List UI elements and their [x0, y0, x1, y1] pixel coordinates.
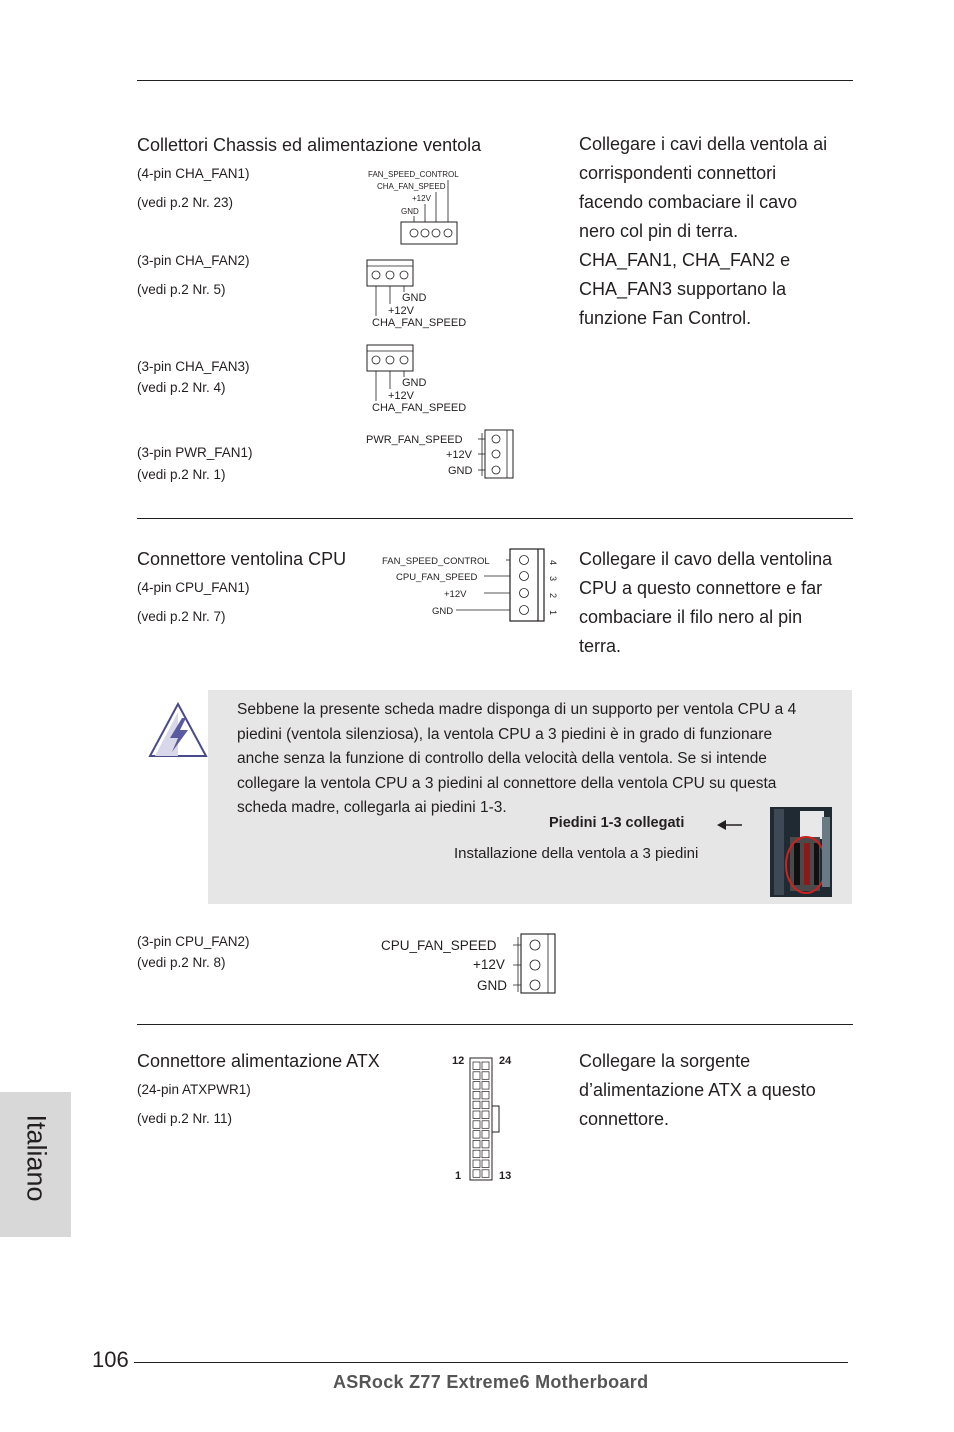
desc-line: corrispondenti connettori	[579, 163, 777, 183]
cpu-description	[579, 545, 859, 661]
cpu-fan1-diagram	[382, 546, 562, 624]
cpu-title: Connettore ventolina CPU	[137, 549, 347, 569]
diagram-label: GND	[448, 465, 473, 477]
diagram-label: +12V	[412, 194, 431, 203]
cha-fan3-ref: (vedi p.2 Nr. 4)	[137, 380, 226, 395]
diagram-label: GND	[401, 207, 419, 216]
pin-number: 3	[548, 576, 558, 582]
desc-line: funzione Fan Control.	[579, 308, 752, 328]
diagram-label: CHA_FAN_SPEED	[372, 317, 467, 329]
desc-line: CHA_FAN1, CHA_FAN2 e	[579, 250, 791, 270]
desc-line: connettore.	[579, 1109, 670, 1129]
desc-line: CHA_FAN3 supportano la	[579, 279, 787, 299]
footer-title: ASRock Z77 Extreme6 Motherboard	[333, 1372, 649, 1392]
note-line: collegare la ventola CPU a 3 piedini al connettore della ventola CPU su questa	[237, 774, 777, 792]
diagram-label: CHA_FAN_SPEED	[372, 402, 467, 414]
pin-number: 24	[499, 1055, 512, 1067]
cpu-fan2-ref: (vedi p.2 Nr. 8)	[137, 955, 226, 970]
pwr-fan1-diagram	[366, 428, 518, 482]
atx-title: Connettore alimentazione ATX	[137, 1051, 380, 1071]
note-text	[237, 698, 849, 821]
atx-description	[579, 1047, 859, 1134]
diagram-label: GND	[477, 978, 507, 993]
desc-line: terra.	[579, 636, 622, 656]
diagram-label: +12V	[388, 390, 414, 402]
desc-line: combaciare il filo nero al pin	[579, 607, 803, 627]
diagram-label: +12V	[473, 957, 505, 972]
cpu-fan2-pin: (3-pin CPU_FAN2)	[137, 934, 250, 949]
cha-fan2-ref: (vedi p.2 Nr. 5)	[137, 282, 226, 297]
arrow-left-icon	[716, 818, 744, 832]
section-divider	[137, 1024, 853, 1025]
warning-icon	[146, 700, 210, 760]
pin-number: 12	[452, 1055, 465, 1067]
desc-line: facendo combaciare il cavo	[579, 192, 798, 212]
note-line: Sebbene la presente scheda madre disponga di un supporto per ventola CPU a 4	[237, 701, 797, 718]
language-tab-label: Italiano	[21, 1114, 52, 1202]
diagram-label: +12V	[444, 589, 467, 600]
diagram-label: CPU_FAN_SPEED	[381, 938, 497, 953]
atx-power-diagram	[446, 1050, 526, 1186]
cha-fan2-pin: (3-pin CHA_FAN2)	[137, 253, 250, 268]
cha-fan1-diagram	[360, 166, 470, 250]
pins-label: Piedini 1-3 collegati	[549, 815, 685, 831]
note-line: anche senza la funzione di controllo della velocità della ventola. Se si intende	[237, 750, 767, 767]
cha-fan2-diagram	[366, 256, 486, 332]
desc-line: CPU a questo connettore e far	[579, 578, 823, 598]
fan-install-photo	[770, 807, 832, 897]
diagram-label: +12V	[446, 449, 472, 461]
desc-line: Collegare i cavi della ventola ai	[579, 134, 828, 154]
pin-number: 1	[548, 610, 558, 616]
note-line: scheda madre, collegarla ai piedini 1-3.	[237, 799, 507, 816]
diagram-label: GND	[402, 292, 427, 304]
note-caption: Installazione della ventola a 3 piedini	[454, 845, 699, 862]
pin-number: 2	[548, 593, 558, 599]
footer-rule	[134, 1362, 848, 1363]
chassis-description	[579, 130, 859, 333]
diagram-label: PWR_FAN_SPEED	[366, 434, 463, 446]
section-divider	[137, 518, 853, 519]
diagram-label: FAN_SPEED_CONTROL	[382, 556, 490, 567]
chassis-title: Collettori Chassis ed alimentazione ventola	[137, 135, 482, 155]
cpu-fan1-pin: (4-pin CPU_FAN1)	[137, 580, 250, 595]
cpu-fan2-diagram	[381, 932, 561, 996]
diagram-label: GND	[402, 377, 427, 389]
diagram-label: GND	[432, 606, 454, 617]
cha-fan1-ref: (vedi p.2 Nr. 23)	[137, 195, 234, 210]
desc-line: d’alimentazione ATX a questo	[579, 1080, 816, 1100]
diagram-label: CHA_FAN_SPEED	[377, 182, 446, 191]
cpu-fan1-ref: (vedi p.2 Nr. 7)	[137, 609, 226, 624]
cha-fan1-pin: (4-pin CHA_FAN1)	[137, 166, 250, 181]
pwr-fan1-ref: (vedi p.2 Nr. 1)	[137, 467, 226, 482]
diagram-label: CPU_FAN_SPEED	[396, 572, 478, 583]
pin-number: 13	[499, 1170, 512, 1182]
top-rule	[137, 80, 853, 81]
pin-number: 4	[548, 560, 558, 566]
atx-pin: (24-pin ATXPWR1)	[137, 1082, 251, 1097]
pin-number: 1	[455, 1170, 462, 1182]
atx-ref: (vedi p.2 Nr. 11)	[137, 1111, 233, 1126]
page-number: 106	[92, 1347, 129, 1372]
cha-fan3-diagram	[366, 341, 486, 417]
cha-fan3-pin: (3-pin CHA_FAN3)	[137, 359, 250, 374]
desc-line: Collegare la sorgente	[579, 1051, 751, 1071]
desc-line: Collegare il cavo della ventolina	[579, 549, 833, 569]
desc-line: nero col pin di terra.	[579, 221, 739, 241]
note-line: piedini (ventola silenziosa), la ventola CPU a 3 piedini è in grado di funzionare	[237, 725, 773, 743]
diagram-label: FAN_SPEED_CONTROL	[368, 170, 459, 179]
diagram-label: +12V	[388, 305, 414, 317]
pwr-fan1-pin: (3-pin PWR_FAN1)	[137, 445, 253, 460]
